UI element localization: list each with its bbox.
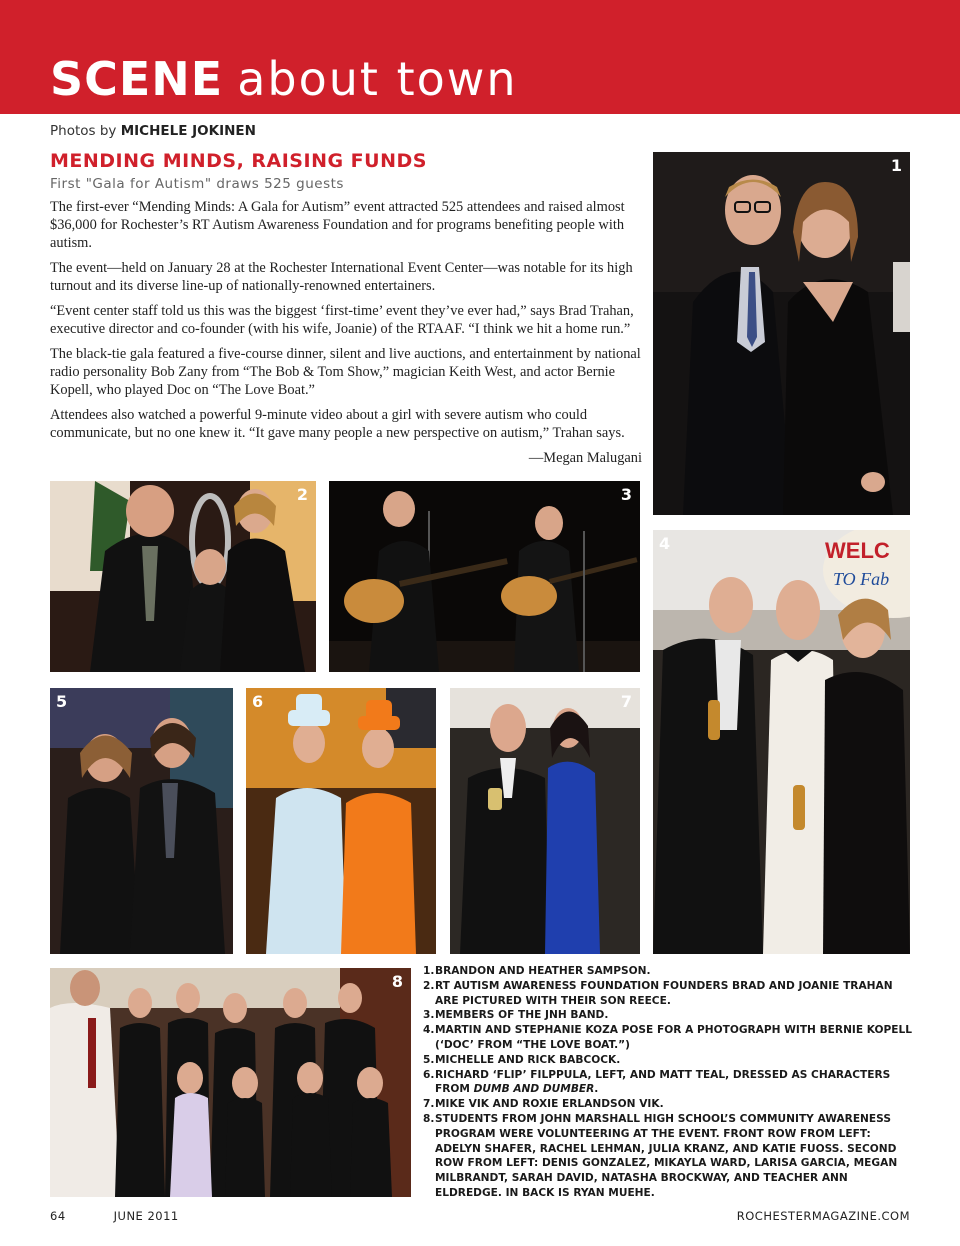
section-banner (0, 0, 960, 114)
caption-item: 6. RICHARD ‘FLIP’ FILPPULA, LEFT, AND MATT TEAL, DRESSED AS CHARACTERS FROM DUMB AND DUMBER. (423, 1068, 891, 1096)
photo-8 (50, 968, 411, 1197)
caption-item: 8. STUDENTS FROM JOHN MARSHALL HIGH SCHOOL’S COMMUNITY AWARENESS PROGRAM WERE VOLUNTEERING AT THE EVENT. FRONT ROW FROM LEFT: ADELYN SHAFER, RACHEL LEHMAN, JULIA KRANZ, AND KATIE FUOSS. SECOND ROW FROM LEFT: DENIS GONZALEZ, MIKAYLA WARD, LARISA GARCIA, MEGAN MILBRANDT, SARAH DAVID, NATASHA BROCKWAY, AND TEACHER ANN ELDREDGE. IN BACK IS RYAN MUEHE. (423, 1112, 898, 1199)
photo-number: 3 (620, 485, 632, 504)
photo-6 (246, 688, 436, 954)
photo-3 (329, 481, 640, 672)
photo-4-sign: WELC (825, 538, 890, 563)
photo-number: 7 (620, 692, 632, 711)
photo-2 (50, 481, 316, 672)
article-body (50, 198, 642, 474)
article-paragraph: Attendees also watched a powerful 9-minute video about a girl with severe autism who could communicate, but no one knew it. “It gave many people a new perspective on autism,” Trahan says. (50, 407, 625, 441)
caption-item: 3. MEMBERS OF THE JNH BAND. (423, 1009, 609, 1022)
section-title-bold: SCENE (50, 52, 224, 106)
caption-item: 1. BRANDON AND HEATHER SAMPSON. (423, 965, 651, 977)
photo-7 (450, 688, 640, 954)
article-paragraph: The black-tie gala featured a five-course dinner, silent and live auctions, and entertainment by national radio personality Bob Zany from “The Bob & Tom Show,” magician Keith West, and actor Bernie Kopell, who played Doc on “The Love Boat.” (50, 346, 641, 398)
page-number: 64 (50, 1209, 66, 1223)
photo-number: 8 (391, 972, 403, 991)
photo-number: 4 (659, 534, 671, 553)
photo-4 (653, 530, 910, 954)
photographer-name: MICHELE JOKINEN (120, 123, 256, 139)
article-paragraph: The first-ever “Mending Minds: A Gala for Autism” event attracted 525 attendees and raised almost $36,000 for Rochester’s RT Autism Awareness Foundation and for programs benefiting people with autism. (50, 199, 625, 251)
article-subhead: First "Gala for Autism" draws 525 guests (50, 176, 344, 192)
photo-number: 5 (56, 692, 68, 711)
photo-number: 1 (890, 156, 902, 175)
article-paragraph: The event—held on January 28 at the Rochester International Event Center—was notable for its high turnout and its diverse line-up of nationally-renowned entertainers. (50, 260, 633, 294)
caption-item: 4. MARTIN AND STEPHANIE KOZA POSE FOR A PHOTOGRAPH WITH BERNIE KOPELL (‘DOC’ FROM “THE LOVE BOAT.”) (423, 1024, 913, 1051)
caption-item: 7. MIKE VIK AND ROXIE ERLANDSON VIK. (423, 1098, 664, 1111)
photo-credit-prefix: Photos by (50, 123, 117, 139)
photo-credit (50, 123, 256, 139)
photo-1 (653, 152, 910, 515)
section-title (50, 52, 518, 106)
caption-item: 5. MICHELLE AND RICK BABCOCK. (423, 1053, 621, 1066)
issue-date: JUNE 2011 (113, 1209, 179, 1223)
photo-5 (50, 688, 233, 954)
photo-4-sign-2: TO Fab (833, 569, 890, 589)
photo-number: 2 (296, 485, 308, 504)
photo-number: 6 (252, 692, 264, 711)
article-headline: MENDING MINDS, RAISING FUNDS (50, 150, 427, 172)
section-title-light: about town (237, 52, 518, 106)
caption-item: 2. RT AUTISM AWARENESS FOUNDATION FOUNDERS BRAD AND JOANIE TRAHAN ARE PICTURED WITH THEIR SON REECE. (423, 979, 893, 1007)
site-url: ROCHESTERMAGAZINE.COM (736, 1209, 910, 1223)
article-byline: —Megan Malugani (528, 450, 642, 466)
photo-captions (423, 964, 913, 1201)
article-paragraph: “Event center staff told us this was the biggest ‘first-time’ event they’ve ever had,” says Brad Trahan, executive director and co-founder (with his wife, Joanie) of the RTAAF. “I think we hit a home run.” (50, 303, 634, 337)
footer-left (50, 1209, 179, 1223)
film-title: DUMB AND DUMBER (473, 1083, 595, 1096)
